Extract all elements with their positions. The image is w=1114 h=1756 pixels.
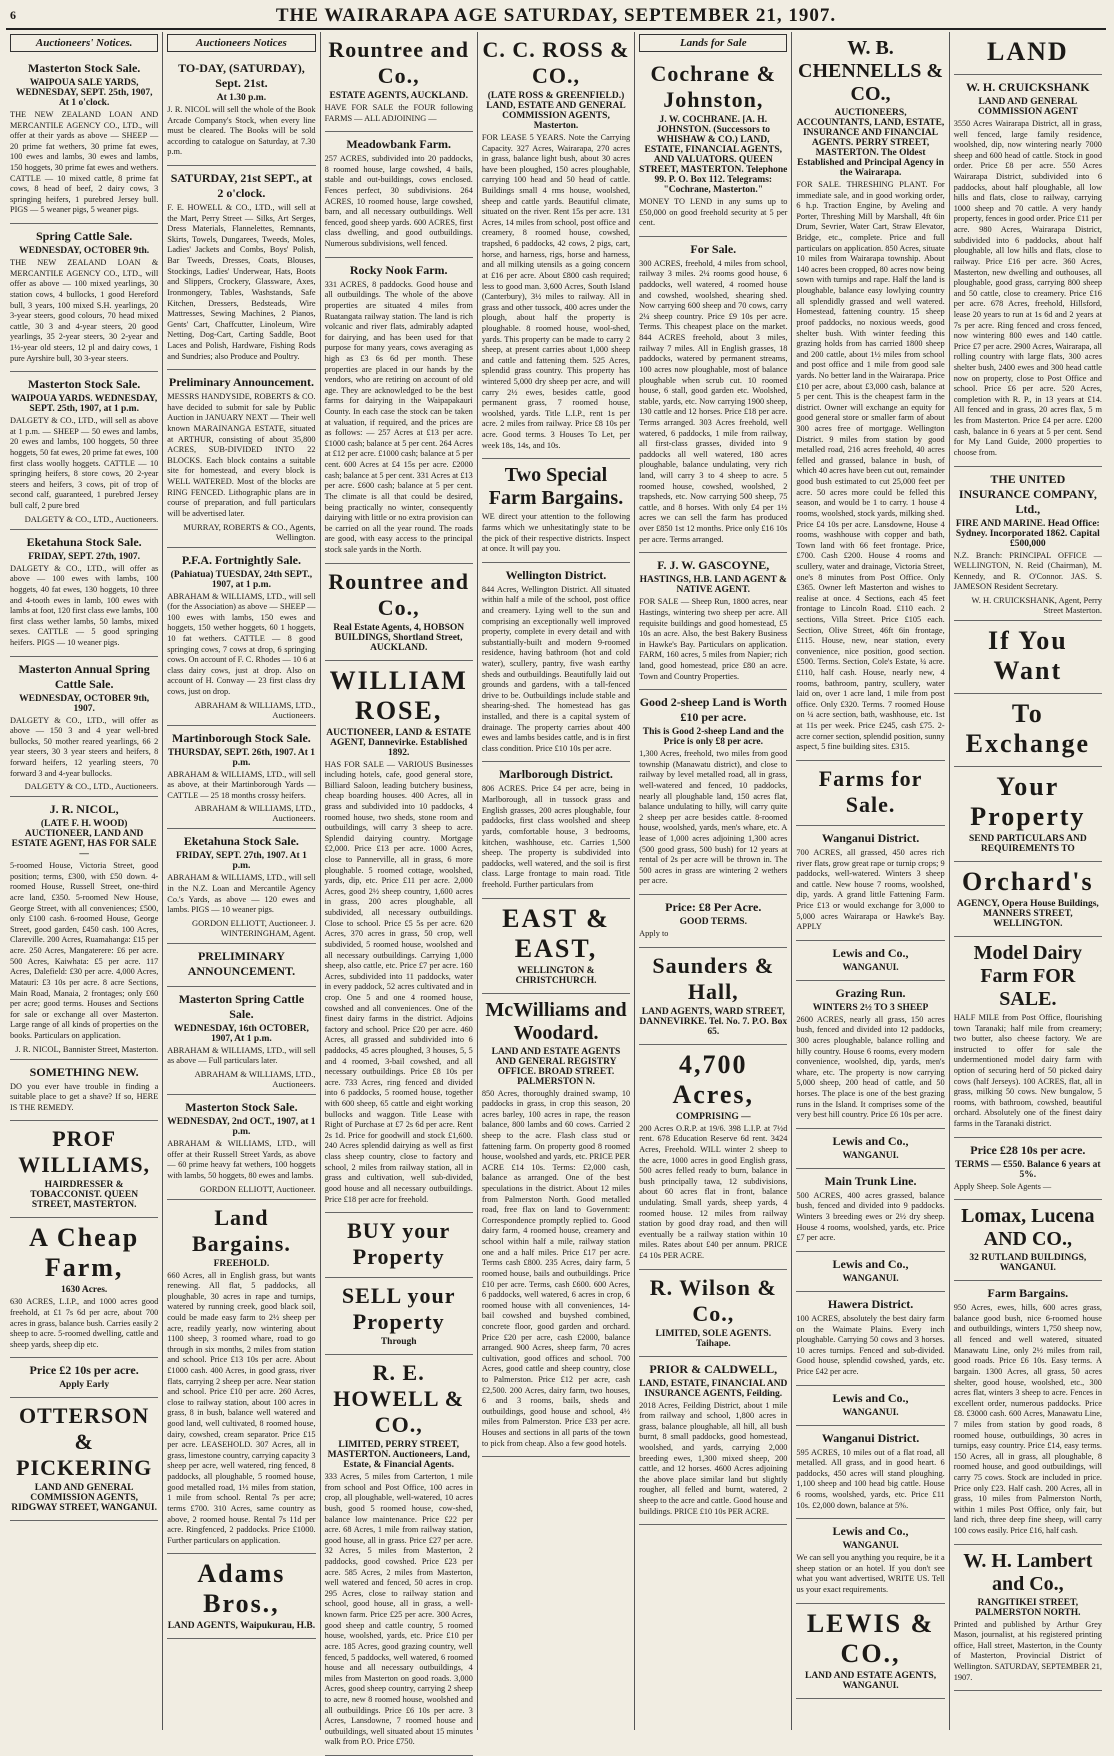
ad-title: Grazing Run. [835, 985, 906, 1000]
ad-body: 950 Acres, ewes, hills, 600 acres grass, balance good bush, nice 6-roomed house and outbuildings, winters 1,750 sheep now, all fenced and well watered, situated Manawatu Line, only 2½ miles from rail, good roads. Price £6 10s. Easy terms. A bargain. 1300 Acres, all grass, 50 acres shelter, good house, woolshed, etc., 300 acres flat, winters 3 sheep to acre. Fences in excellent order, numerous paddocks. Price £8. £3000 cash. 600 Acres, Manawatu Line, 7 miles from station by good roads, 8 roomed house, outbuildings, 30 acres in turnips, easy country. Price £14, easy terms. 150 Acres, all in grass, all ploughable, 8 roomed house, and good outbuildings, will carry 75 cows. Stock are included in price. Price only £23. Half cash. 200 Acres, all in grass, 10 miles from Palmerston North, within 1 miles Post Office, only fair, but land rich, three deep fine sheep, will carry 100 cows easily. Price £16, half cash. [953, 1303, 1102, 1536]
ad-body: HAVE FOR SALE the FOUR following FARMS — ALL ADJOINING — [324, 103, 473, 123]
ad-title: Price £2 10s per acre. [29, 1363, 139, 1378]
ad-body: 2600 ACRES, nearly all grass, 150 acres bush, fenced and divided into 12 paddocks, 300 acres ploughable, balance rolling and hilly country. House 6 rooms, every modern convenience, woolshed, dip, yards, men's whare, etc. The property is now carrying 5,000 sheep, 200 head of cattle, and 50 horses. The place is one of the best grazing runs in the Island. It comprises some of the very best hill country. Price £6 10s per acre. [796, 1014, 945, 1120]
advertisement-model-dairy-farm-for-sale [954, 937, 1102, 1138]
advertisement-r-e-howell-co [325, 1355, 473, 1756]
column-6 [792, 32, 949, 1730]
ad-title: McWilliams and Woodard. [485, 998, 627, 1044]
advertisement-eketahuna-stock-sale [167, 829, 315, 943]
page-number: 6 [10, 8, 16, 22]
ad-title: WILLIAM ROSE, [329, 665, 468, 725]
ad-title: P.F.A. Fortnightly Sale. [181, 552, 301, 567]
ad-title: Land Bargains. [191, 1204, 291, 1256]
advertisement-main-trunk-line [796, 1169, 944, 1252]
ad-subtitle: WINTERS 2½ TO 3 SHEEP [812, 1002, 929, 1013]
ad-subtitle: LIMITED, SOLE AGENTS. Taihape. [655, 1328, 772, 1349]
advertisement-land [954, 32, 1102, 75]
advertisement-to-day-saturday-sept-21st [167, 56, 315, 166]
ad-title: Masterton Stock Sale. [185, 1100, 298, 1115]
ad-title: Meadowbank Farm. [346, 137, 452, 152]
ad-subtitle: RANGITIKEI STREET, PALMERSTON NORTH. [975, 1597, 1081, 1618]
ad-body: THE NEW ZEALAND LOAN AND MERCANTILE AGENCY CO., LTD., will offer at their yards as above — SHEEP — 20 prime fat wethers, 30 prime fat ewes, 100 ewes and lambs, 30 ewes and lambs, 150 hoggets, 30 prime fat ewes and wethers. CATTLE — 10 mixed cattle, 8 prime fat cows, 8 head of beef, 2 dairy cows, 3 springing heifers, 1 purebred Jersey bull. PIGS — 5 weaner pigs, 5 weaner pigs. [10, 110, 159, 215]
advertisement-w-h-lambert-and-co [954, 1545, 1102, 1692]
column-5 [635, 32, 792, 1730]
ad-title: Price £28 10s per acre. [970, 1142, 1086, 1157]
ad-subtitle: AUCTIONEERS, ACCOUNTANTS, LAND, ESTATE, INSURANCE AND FINANCIAL AGENTS. PERRY STREET, MASTERTON. The Oldest Established and Principal Agency in the Wairarapa. [796, 108, 945, 178]
ad-title: C. C. ROSS & CO., [482, 37, 630, 88]
ad-body: F. E. HOWELL & CO., LTD., will sell at the Mart, Perry Street — Silks, Art Serges, Dress Materials, Flannelettes, Remnants, Skirts, Towels, Dungarees, Tweeds, Moles, Ladies' Jackets and Combs, Boys' Polish, Bar Tweeds, Dresses, Coats, Blouses, Stockings, Ladies' Underwear, Hats, Boots and Slippers, Crockery, Glassware, Axes, Ironmongery, Tables, Washstands, Safe Kitchen, Dressers, Bedsteads, Wire Mattresses, Sewing Machines, 2 Pianos, Gents' Cart, Chaffcutter, Linoleum, Wire Netting, Dog-Cart, Carting Saddle, Boot Laces and Polish, Hardware, Fishing Rods and Sundries; also Produce and Poultry. [167, 203, 316, 361]
ad-body: J. R. NICOL will sell the whole of the Book Arcade Company's Stock, when every line must be cleared. The Books will be sold according to catalogue on Saturday, at 7.30 p.m. [167, 105, 316, 157]
ad-body: FOR LEASE 5 YEARS. Note the Carrying Capacity. 327 Acres, Wairarapa, 270 acres in grass, balance light bush, about 30 acres have been ploughed, 150 acres ploughable, carrying 100 head and 50 head of cattle. Buildings small 4 rms house, woolshed, sheep and cattle yards. Beautiful climate, situated on the river. Rent 15s per acre. 131 Acres, 14 miles from school, post office and creamery, 8 roomed house, cowshed, trapshed, 6 paddocks, 42 cows, 2 pigs, cart, horse, and harness, rigs, horse and harness, and all milking utensils as a going concern at £16 per acre. About £800 cash required; less to good man. 3,600 Acres, South Island (Canterbury), 3½ miles to railway. All in grass and other tussock, 400 acres under the plough, about half the property is ploughable. 8 roomed house, wool-shed, yards. This property can be made to carry 2 sheep, at present carries about 1,000 sheep and cattle and fattening them. 525 Acres, splendid grass country. This property has wintered 5,000 dry sheep per acre, and will carry 2½ ewes, besides cattle, good permanent grass, 7 roomed house, woolshed, yards. Title L.I.P., rent 1s per acre. 2 miles from railway. Price £8 10s per acre. Good terms. 3 Houses To Let, per week 18s, 14s, and 10s. [481, 133, 631, 450]
advertisement-saturday-21st-sept-at-2-o-clock [167, 166, 315, 370]
advertisement-orchard-s [954, 862, 1102, 937]
advertisement-prof-williams [10, 1121, 158, 1218]
ad-signature: DALGETY & CO., LTD., Auctioneers. [24, 781, 159, 792]
ad-title: If You Want [987, 625, 1068, 685]
ad-title: Saunders & Hall, [652, 952, 775, 1004]
ad-subtitle: LAND AGENTS, WARD STREET, DANNEVIRKE. Tel. No. 7. P.O. Box 65. [639, 1006, 788, 1037]
ad-title: Orchard's [962, 866, 1094, 896]
advertisement-lomax-lucena-and-co [954, 1200, 1102, 1281]
ad-body: DO you ever have trouble in finding a suitable place to get a shave? If so, HERE IS THE REMEDY. [10, 1081, 159, 1112]
advertisement-something-new [10, 1060, 158, 1122]
ad-subtitle: ESTATE AGENTS, AUCKLAND. [329, 91, 468, 101]
ad-title: Wanganui District. [821, 830, 920, 845]
ad-body: 3550 Acres Wairarapa District, all in grass, well fenced, large family residence, woolshed, dip, now wintering nearly 7000 sheep and 600 head of cattle. Stock in good order. Price £8 per acre. 550 Acres Wairarapa District, subdivided into 6 paddocks, about half ploughable, all low hills and flats, close to railway, carrying 1000 sheep and 70 cattle. A very handy property, fences in good order. Price £11 per acre. 980 Acres, Wairarapa District, subdivided into 6 paddocks, about half ploughable, all low hills and flats, close to railway. Price £16 per acre. 360 Acres, Masterton, new dwelling and outhouses, all ploughable, good grass, carrying 800 sheep and 50 cattle, close to creamery. Price £16 per acre. 678 Acres, freehold, Hillsford, lease 20 years to run at 1s 6d and 2 years at 7s per acre. Ring fenced and cross fenced, now wintering 800 ewes and 140 cattle. Price £7 per acre. 2900 Acres, Wairarapa, all rolling country with large flats, 300 acres shelter bush, 2400 ewes and 300 head cattle now on property, close to Post Office and school. Price £6 per acre. 520 Acres, completion with R. P., in 13 years at £14. All fenced and in grass, 20 acres flax, 5 m les from Masterton. Price £4 per acre. £200 cash, balance in 6 years at 5 per cent. Send for My Land Guide, 2000 properties to choose from. [953, 119, 1102, 457]
ad-body: 850 Acres, thoroughly drained swamp, 10 paddocks in grass, in crop this season, 20 acres barley, 100 acres in rape, the reason balance, 800 lambs and 60 cows. Carried 2 sheep to the acre. Flash class stud or fattening farm. On property good 8 roomed house, woolshed and yards, etc. PRICE PER ACRE £14 10s. Terms: £2,000 cash, balance as arranged. One of the best speculations in the district. About 12 miles from Palmerston North. Good metalled road, free flax on land to Government: Correspondence promptly replied to. Good dairy farm, 4 roomed house, creamery and school within half a mile, railway station one and a half miles. Price £17 per acre. Terms cash £800. 235 Acres, dairy farm, 5 roomed house, bails and outbuildings. Price £10 per acre. Terms, cash £600. 600 Acres, 6 paddocks, well watered, 6 acres in crop, 6 roomed house with all conveniences, 14-bail cowshed and buyshed combined, concrete floor, good garden and orchard. Price £20 per acre, cash £2000, balance arranged. 900 Acres, sheep farm, 70 acres cultivation, good offices and school. 700 Acres, good cattle and sheep country, close to Palmerston. Price £12 per acre, cash £2,500. 200 Acres, dairy farm, two houses, 6 and 3 rooms, bails, sheds and outbuildings, good house and school, 4½ miles from Palmerston. Price £33 per acre. Houses and sections in all parts of the town to pick from cheap. Also a few good hotels. [481, 1088, 631, 1448]
ad-subtitle: AGENCY, Opera House Buildings, MANNERS STREET, WELLINGTON. [956, 898, 1099, 929]
ad-title: Two Special Farm Bargains. [488, 464, 624, 510]
advertisement-spring-cattle-sale [10, 224, 158, 372]
ad-body: THE NEW ZEALAND LOAN & MERCANTILE AGENCY CO., LTD., will offer as above — 100 mixed yearlings, 30 station cows, 4 bullocks, 1 good Hereford bull, 3 years, 100 mixed S.H. yearlings, 20 3-year steers, good colours, 70 head mixed cattle, 30 3 and 4-year steers, 20 good yearlings, 35 2-year steers, 30 2-year and 1½-year old steers, 12 pl and dairy cows, 1 pure Ayrshire bull, 30 3-year steers. [10, 258, 159, 363]
ad-title: Marlborough District. [499, 767, 613, 782]
ad-body: HALF MILE from Post Office, flourishing town Taranaki; half mile from creamery; two butter, also cheese factory. We are instructed to offer for sale the undermentioned model dairy farm with option of securing herd of 50 picked dairy cows (half Jerseys). 100 ACRES, flat, all in grass, milking 50 cows. New bungalow, 5 rooms, with bathroom, cowshed, beautiful orchard. Absolutely one of the finest dairy farms in the Taranaki district. [953, 1012, 1102, 1129]
ad-subtitle: WEDNESDAY, OCTOBER 9th. [19, 246, 150, 257]
advertisement-farm-bargains [954, 1281, 1102, 1544]
ad-title: R. Wilson & Co., [649, 1274, 777, 1326]
advertisement-east-east [482, 899, 630, 994]
ad-subtitle: GOOD TERMS. [679, 917, 747, 928]
ad-subtitle: COMPRISING — [675, 1111, 751, 1122]
column-2 [163, 32, 320, 1730]
advertisement-preliminary-announcement [167, 944, 315, 987]
ad-subtitle: (LATE F. H. WOOD) AUCTIONEER, LAND AND ESTATE AGENT, HAS FOR SALE — [11, 819, 157, 860]
ad-body: 331 ACRES, 8 paddocks. Good house and all outbuildings. The whole of the above properties are situated 4 miles from Ruatangata railway station. The land is rich volcanic and river flats, admirably adapted for dairying, and has been used for that purpose for many years, cows averaging as high as £3 6s 6d per month. These properties are placed in our hands by the vendors, who are retiring on account of old age. They are acknowledged to be the best farms for dairying in the Waipapakauri County. In each case the stock can be taken at valuation, if required, and the prices are as follows: — 257 Acres at £13 per acre. £1000 cash; balance at 5 per cent. 264 Acres at £12 per acre. £1000 cash; balance at 5 per cent. 600 Acres at £4 15s per acre. £2000 cash; balance at 5 per cent. 331 Acres at £13 per acre. £600 cash; balance at 5 per cent. The climate is all that could be desired, being practically no winter, consequently dairying with little or no extra provision can be carried on all the year round. The roads are good, with easy access to the principal stock sale yards in the North. [324, 279, 473, 554]
advertisement-wanganui-district [796, 826, 944, 941]
ad-subtitle: LAND AND GENERAL COMMISSION AGENT [977, 97, 1078, 117]
ad-title: Preliminary Announcement. [168, 375, 314, 390]
ad-signature: ABRAHAM & WILLIAMS, LTD., Auctioneers. [194, 803, 316, 824]
ad-subtitle: Through [380, 1337, 417, 1348]
ad-subtitle: (LATE ROSS & GREENFIELD.) LAND, ESTATE AND GENERAL COMMISSION AGENTS, Masterton. [486, 91, 626, 131]
ad-title: Masterton Spring Cattle Sale. [178, 991, 305, 1021]
advertisement-eketahuna-stock-sale [10, 530, 158, 657]
ad-title: Wellington District. [505, 567, 607, 582]
ad-title: Your Property [970, 771, 1086, 831]
ad-title: J. R. NICOL, [49, 802, 119, 817]
ad-subtitle: WEDNESDAY, 2nd OCT., 1907, at 1 p.m. [167, 1117, 316, 1138]
advertisement-w-h-cruickshank [954, 75, 1102, 467]
ad-title: Martinborough Stock Sale. [172, 730, 311, 745]
ad-body: Apply Sheep. Sole Agents — [953, 1181, 1052, 1191]
ad-body: 1,300 Acres, freehold, two miles from good township (Manawatu district), and close to railway by level metalled road, all in grass, well-watered and fenced, 10 paddocks, nearly all ploughable land, 150 acres flat, balance undulating to hilly, will carry quite 2 sheep per acre besides cattle. 8-roomed house, woolshed, yards, men's whare, etc. A lease of 1,000 acres adjoining 1,300 acres (500 good grass, 500 bush) for 12 years at rental of 2s per acre will be thrown in. The 500 acres in grass are wintering 2 wethers per acre. [639, 749, 788, 886]
advertisement-p-f-a-fortnightly-sale [167, 548, 315, 726]
advertisement-if-you-want [954, 621, 1102, 694]
advertisement-buy-your-property [325, 1213, 473, 1278]
ad-subtitle: At 1.30 p.m. [216, 93, 267, 103]
advertisement-lewis-and-co [796, 1386, 944, 1426]
advertisement-marlborough-district [482, 762, 630, 898]
ad-subtitle: 32 RUTLAND BUILDINGS, WANGANUI. [969, 1253, 1087, 1274]
ad-subtitle: WANGANUI. [842, 1541, 899, 1552]
column-1 [6, 32, 163, 1730]
ad-subtitle: WANGANUI. [842, 1273, 899, 1284]
ad-subtitle: FIRE AND MARINE. Head Office: Sydney. Incorporated 1862. Capital £500,000 [955, 518, 1100, 549]
ad-signature: GORDON ELLIOTT, Auctioneer. J. WINTERINGHAM, Agent. [192, 917, 316, 938]
advertisement-for-sale [639, 237, 787, 553]
column-7 [950, 32, 1106, 1730]
ad-body: DALGETY & CO., LTD., will sell as above at 1 p.m. — SHEEP — 50 ewes and lambs, 20 ewes and lambs, 100 hoggets, 50 three hoggets, 50 fat ewes, 20 prime fat ewes, 100 first class woolly hoggets. CATTLE — 10 springing heifers, 8 store cows, 20 2-year steers and heifers, 3 cows, pit of trop of second calf, guaranteed, 1 purebred Jersey bull calf, 2 pure bred [10, 416, 159, 511]
ad-signature: J. R. NICOL, Bannister Street, Masterton. [15, 1043, 159, 1054]
ad-title: Masterton Stock Sale. [27, 377, 141, 392]
ad-subtitle: (Pahiatua) TUESDAY, 24th SEPT., 1907, at 1 p.m. [170, 569, 313, 590]
ad-title: Main Trunk Line. [824, 1173, 917, 1188]
advertisement-masterton-stock-sale [167, 1095, 315, 1199]
ad-subtitle: 1630 Acres. [61, 1285, 108, 1296]
column-3 [321, 32, 478, 1747]
advertisement-land-bargains [167, 1200, 315, 1555]
columns [6, 32, 1106, 1747]
advertisement-mcwilliams-and-woodard [482, 994, 630, 1458]
ad-subtitle: J. W. COCHRANE. [A. H. JOHNSTON. (Successors to WHISHAW & CO.) LAND, ESTATE, FINANCIAL AGENTS, AND VALUATORS. QUEEN STREET, MASTERTON. Telephone 99. P. O. Box 112. Telegrams: "Cochrane, Masterton." [639, 115, 788, 195]
column-header: Auctioneers' Notices. [10, 34, 158, 52]
ad-title: For Sale. [690, 241, 737, 256]
ad-signature: GORDON ELLIOTT, Auctioneer. [199, 1183, 316, 1194]
ad-subtitle: WEDNESDAY, 16th OCTOBER, 1907, At 1 p.m. [174, 1023, 309, 1044]
advertisement-masterton-spring-cattle-sale [167, 987, 315, 1095]
ad-signature: MURRAY, ROBERTS & CO., Agents, Wellington. [183, 521, 316, 542]
ad-body: 700 ACRES, all grassed, 450 acres rich river flats, grow great rape or turnip crops; 9 paddocks, well-watered. Winters 3 sheep and cattle. New house 7 rooms, woolshed, dip, yards. A grand little Fattening Farm. Price £13 or would exchange for 3,000 to 5,000 acres Wairarapa or Hawke's Bay. APPLY [796, 847, 945, 932]
ad-subtitle: FREEHOLD. [213, 1258, 270, 1269]
ad-subtitle: LAND AND ESTATE AGENTS AND GENERAL REGISTRY OFFICE. BROAD STREET. PALMERSTON N. [491, 1046, 621, 1087]
advertisement-masterton-annual-spring-cattle-sale [10, 657, 158, 798]
ad-body: HAS FOR SALE — VARIOUS Businesses including hotels, cafe, good general store, Billiard Saloon, leading butchery business, cheap boarding houses. 400 Acres, all in grass and subdivided into 10 paddocks, 4 roomed house, two sheds, stone room and outbuildings, will carry 3 sheep to acre. Splendid dairying country. Mortgage £2,000. Price £13 per acre. 1000 Acres, close to Pannerville, all in grass, 6 more ploughable. 5 roomed cottage, woolshed, yards, dip, etc. Price £11 per acre. 2,000 Acres, good 2½ sheep country, 1,600 acres in grass, 200 acres ploughable, all subdivided, all necessary outbuildings. Close to school. Price £5 5s per acre. 620 Acres, 370 acres in grass, 50 crop, well subdivided, 5 roomed house, woolshed and all necessary outbuildings. Carrying 1,000 sheep, also cattle, etc. Price £7 per acre. 160 Acres, subdivided into 11 paddocks, water in every paddock, 52 acres cultivated and in crop. One 5 and one 4 roomed house, cowshed and all conveniences. One of the finest dairy farms in the district. Adjoins factory and school. Price £20 per acre. 460 Acres, all grassed and subdivided into 6 paddocks, 45 acres ploughed, 3 houses, 5, 5 and 4 roomed, 3-bail cowshed, and all necessary outbuildings. Price £8 10s per acre. 733 Acres, ring fenced and divided into 6 paddocks, 5 roomed house, together with 600 sheep, 65 cattle and eight working bullocks and waggon. Title Lease with Right of Purchase at £7 2s 6d per acre. Rent 2s 1d. Price for goodwill and stock £1,600. 240 Acres splendid dairying as well as first class sheep country, close to factory and school, 2 miles from railway station, all in grass and cultivation, well sub-divided, good house and all necessary outbuildings. Price £18 per acre for freehold. [324, 759, 473, 1204]
ad-title: Eketahuna Stock Sale. [183, 834, 299, 849]
ad-subtitle: WANGANUI. [842, 1407, 899, 1418]
page-title: THE WAIRARAPA AGE SATURDAY, SEPTEMBER 21, 1907. [275, 5, 837, 26]
ad-title: To Exchange [965, 698, 1090, 758]
ad-title: Lomax, Lucena AND CO., [961, 1205, 1095, 1251]
advertisement-price-8-per-acre [639, 895, 787, 948]
advertisement-wellington-district [482, 563, 630, 763]
ad-subtitle: LAND AND GENERAL COMMISSION AGENTS, RIDGWAY STREET, WANGANUI. [11, 1483, 157, 1514]
ad-subtitle: This is Good 2-sheep Land and the Price is only £8 per acre. [642, 727, 784, 748]
ad-title: SATURDAY, 21st SEPT., at 2 o'clock. [170, 171, 313, 201]
advertisement-cochrane-johnston [639, 56, 787, 237]
ad-title: Farms for Sale. [818, 765, 923, 817]
ad-body: 500 ACRES, 400 acres grassed, balance bush, fenced and divided into 9 paddocks. Winters 3 breeding ewes or 2½ dry sheep. House 4 rooms, woolshed, yards, etc. Price £7 per acre. [796, 1190, 945, 1243]
ad-title: Wanganui District. [821, 1430, 920, 1445]
ad-title: Model Dairy Farm FOR SALE. [973, 941, 1082, 1010]
ad-title: Rountree and Co., [328, 568, 469, 620]
ad-title: Hawera District. [827, 1296, 914, 1311]
ad-body: Printed and published by Arthur Grey Mason, journalist, at his registered printing office, Hall street, Masterton, in the County of Masterton, Provincial District of Wellington. SATURDAY, SEPTEMBER 21, 1907. [953, 1619, 1102, 1682]
ad-body: 630 ACRES, L.I.P., and 1000 acres good freehold, at £1 7s 6d per acre, about 700 acres in grass, balance bush. Carries easily 2 sheep to acre. 5-roomed dwelling, cattle and sheep yards, sheep dip etc. [10, 1297, 159, 1349]
ad-body: 806 ACRES. Price £4 per acre, being in Marlborough, all in tussock grass and English grasses, 200 acres ploughable, four paddocks, first class woolshed and sheep yards, comfortable house, 3 bedrooms, kitchen, washhouse, etc. Carries 1,500 sheep. The property is subdivided into paddocks, well watered, and the soil is first class. Large frontage to main road. Title freehold. Further particulars from [481, 784, 631, 889]
ad-title: F. J. W. GASCOYNE, [657, 558, 770, 573]
advertisement-price-2-10s-per-acre [10, 1358, 158, 1398]
ad-subtitle: HASTINGS, H.B. LAND AGENT & NATIVE AGENT. [639, 575, 787, 596]
advertisement-meadowbank-farm [325, 132, 473, 257]
ad-body: ABRAHAM & WILLIAMS, LTD., will sell as above, at their Martinborough Yards — CATTLE — 25 18 months crossy heifers. [167, 769, 316, 800]
advertisement-rountree-and-co [325, 32, 473, 132]
advertisement-martinborough-stock-sale [167, 726, 315, 830]
ad-title: PRELIMINARY ANNOUNCEMENT. [187, 948, 296, 978]
ad-title: LEWIS & CO., [806, 1608, 935, 1668]
ad-body: ABRAHAM & WILLIAMS, LTD., will offer at their Russell Street Yards, as above — 60 prime heavy fat wethers, 100 hoggets with lambs, 50 hoggets, 80 ewes and lambs. [167, 1139, 316, 1180]
ad-body: MONEY TO LEND in any sums up to £50,000 on good freehold security at 5 per cent. [639, 197, 788, 228]
ad-subtitle: SEND PARTICULARS AND REQUIREMENTS TO [968, 833, 1087, 854]
ad-signature: ABRAHAM & WILLIAMS, LTD., Auctioneers. [194, 1069, 316, 1090]
newspaper-page [6, 4, 1106, 1747]
ad-title: THE UNITED INSURANCE COMPANY, Ltd., [958, 471, 1097, 516]
ad-title: Price: £8 Per Acre. [665, 900, 762, 915]
ad-subtitle: WAIPOUA SALE YARDS, WEDNESDAY, SEPT. 25th, 1907, At 1 o'clock. [15, 78, 153, 108]
advertisement-masterton-stock-sale [10, 372, 158, 529]
ad-subtitle: LIMITED, PERRY STREET, MASTERTON. Auctioneers, Land, Estate, & Financial Agents. [327, 1440, 470, 1471]
ad-title: SELL your Property [341, 1283, 456, 1335]
ad-title: TO-DAY, (SATURDAY), Sept. 21st. [178, 61, 305, 90]
ad-title: Lewis and Co., [832, 1390, 909, 1405]
advertisement-adams-bros [167, 1554, 315, 1639]
advertisement-masterton-stock-sale [10, 56, 158, 224]
ad-title: OTTERSON & PICKERING [16, 1403, 153, 1481]
column-header: Lands for Sale [639, 34, 787, 52]
ad-title: Adams Bros., [197, 1559, 286, 1619]
ad-title: Lewis and Co., [832, 1133, 909, 1148]
ad-body: 257 ACRES, subdivided into 20 paddocks, 8 roomed house, large cowshed, 4 bails, stable and out-buildings, cows enclosed. Fences perfect, 30 subdivisions. 264 ACRES, 10 roomed house, large cowshed, barn, and all necessary outbuildings. Well fenced, good sheep yards. 600 ACRES, first class dwelling, and good outbuildings. Numerous subdivisions, well fenced. [324, 154, 473, 249]
ad-signature: ABRAHAM & WILLIAMS, LTD., Auctioneers. [194, 699, 316, 720]
ad-title: 4,700 Acres, [672, 1049, 755, 1109]
ad-body: ABRAHAM & WILLIAMS, LTD., will sell in the N.Z. Loan and Mercantile Agency Co.'s Yards, as above — 120 ewes and lambs. PIGS — 10 weaner pigs. [167, 873, 316, 915]
advertisement-lewis-and-co [796, 941, 944, 981]
advertisement-f-j-w-gascoyne [639, 553, 787, 690]
ad-body: DALGETY & CO., LTD., will offer as above — 100 ewes with lambs, 100 hoggets, 40 fat ewes, 130 hoggets, 10 three and 4-tooth ewes in lamb, 100 ewes with lambs at foot, 120 first class ewe lambs, 100 first class wether lambs, 50 lambs, mixed sexes. CATTLE — 5 good springing heifers. PIGS — 10 weaner pigs. [10, 563, 159, 647]
ad-body: 5-roomed House, Victoria Street, good position; terms, £300, with £50 down. 4-roomed House, Russell Street, one-third acre land, £350. 5-roomed New House, George Street, with all conveniences; £500, only £100 cash. 6-roomed House, George Street, good garden, £450 cash. 100 Acres, Clareville. 200 Acres, Ruamahanga: £15 per acre. 250 Acres, Mangaterere: £6 per acre. 500 Acres, Kaiwhata: £5 per acre. 117 Acres, Dalefield: £30 per acre. 4,000 Acres, Matauri: £3 10s per acre. 8 acre Sections, Main Road, Manaia, 2 frontages; only £60 per acre; good terms. Houses and Sections for sale or exchange all over Masterton. Large range of all kinds of properties on the books. Particulars on application. [10, 861, 159, 1040]
ad-body: 2018 Acres, Feilding District, about 1 mile from railway and school, 1,800 acres in grass, balance ploughable, all hill, all bush burnt, 8 small paddocks, good homestead, woolshed, and yards, carrying 2,000 breeding ewes, 1,300 mixed sheep, 200 cattle, and 12 horses. 4600 Acres adjoining the above place similar land but slightly rougher, all felled and burnt, watered, 2 sheep to the acre and cattle. Good house and buildings. PRICE £10 10s PER ACRE. [639, 1400, 788, 1516]
advertisement-rocky-nook-farm [325, 258, 473, 564]
ad-subtitle: WANGANUI. [842, 1150, 899, 1161]
ad-body: ABRAHAM & WILLIAMS, LTD., will sell (for the Association) as above — SHEEP — 100 ewes with lambs, 150 ewes and hoggets, 150 wether hoggets, 60 1 hoggets, 10 fat wethers. CATTLE — 8 good springing cows, 7 cows at drop, 6 springing cows. On account of F. C. Rhodes — 10 6 at class dairy cows, just at drop. Also on account of H. Conway — 23 first class dry cows, just on drop. [167, 591, 316, 696]
ad-subtitle: Real Estate Agents, 4, HOBSON BUILDINGS, Shortland Street, AUCKLAND. [333, 622, 465, 653]
ad-title: W. B. CHENNELLS & CO., [798, 37, 944, 105]
ad-body: 660 Acres, all in English grass, but wants renewing. All flat, 5 paddocks, all ploughable, 30 acres in rape and turnips, watered by running creek, good black soil, could be made easy farm to 2½ sheep per acre, readily yearly, now wintering about 1100 sheep, 3 roomed whare, road to go through in six months, 2 miles from station and school. Price £13 10s per acre. About £1000 cash. 400 Acres, in good grass, river flats, carrying 2 sheep per acre. Near station and school. Price £10 per acre. 260 Acres, close to railway station, about 100 acres in grass, 8 in bush, balance well watered and good land, well cultivated, 8 roomed house, dairy, cowshed, cream separator. Price £15 per acre. LEASEHOLD. 307 Acres, all in grass, limestone country, carrying capacity 3 sheep per acre, well watered, ring fenced, 8 paddocks, all ploughable, 5 roomed house, good metalled road, 1½ miles from station, 1 mile from school. Rental 7s per acre; terms £700. 310 Acres, same country as above, 2 roomed house. Rental 7s 11d per acre. Ringfenced, 2 paddocks. Price £1000. Further particulars on application. [167, 1270, 316, 1545]
advertisement-rountree-and-co [325, 564, 473, 661]
ad-signature: DALGETY & CO., LTD., Auctioneers. [24, 513, 159, 524]
advertisement-farms-for-sale [796, 761, 944, 826]
ad-body: 595 ACRES, 10 miles out of a flat road, all metalled. All grass, and in good heart. 6 paddocks, 450 acres will stand ploughing. 1,100 sheep and 100 head big cattle. House 6 rooms, woolshed, yards, etc. Price £11 10s. £2,000 down, balance at 5%. [796, 1447, 945, 1510]
ad-body: We can sell you anything you require, be it a sheep station or an hotel. If you don't see what you want advertised, WRITE US. Tell us your exact requirements. [796, 1553, 945, 1595]
advertisement-price-28-10s-per-acre [954, 1138, 1102, 1201]
advertisement-the-united-insurance-company-ltd [954, 467, 1102, 621]
ad-title: Good 2-sheep Land is Worth £10 per acre. [639, 695, 787, 725]
ad-body: 844 Acres, Wellington District. All situated within half a mile of the school, post office and creamery. Lying well to the sun and comprising an exceptionally well improved property, complete in every detail and with substantially-built and modern 9-roomed residence, having bathroom (hot and cold water), scullery, pantry, five wash earthy sheds and outbuildings. Beautifully laid out grounds and gardens, with a tall-fenced drive to be. Outbuildings include stable and shearing-shed. The homestead has gas installed, and there is a capital system of drainage. The property carries about 400 ewes and lambs besides cattle, and is in first class condition. Price £10 10s per acre. [481, 584, 631, 753]
advertisement-wanganui-district [796, 1426, 944, 1520]
advertisement-your-property [954, 767, 1102, 862]
ad-subtitle: WEDNESDAY, OCTOBER 9th, 1907. [19, 693, 150, 714]
advertisement-c-c-ross-co [482, 32, 630, 459]
ad-body: Apply to [639, 929, 669, 939]
ad-title: Rocky Nook Farm. [349, 262, 448, 277]
ad-subtitle: AUCTIONEER, LAND & ESTATE AGENT, Dannevirke. Established 1892. [326, 727, 472, 758]
ad-title: PROF WILLIAMS, [18, 1126, 151, 1178]
ad-body: MESSRS HANDYSIDE, ROBERTS & CO. have decided to submit for sale by Public Auction in JANUARY NEXT — Their well known MARAINANGA ESTATE, situated at ARTHUR, consisting of about 35,800 ACRES, SUB-DIVIDED INTO 22 BLOCKS. Each block contains a suitable site for homestead, and every block is WELL WATERED. Most of the blocks are RING FENCED. Lithographic plans are in course of preparation, and full particulars will be advertised later. [167, 392, 316, 518]
ad-body: DALGETY & CO., LTD., will offer as above — 150 3 and 4 year well-bred bullocks, 50 mother reared yearlings, 66 2 year steers, 30 3 year steers and heifers, 8 forward heifers, 12 yearling steers, 70 forward 3 and 4-year bullocks. [10, 715, 159, 778]
ad-body: 100 ACRES, absolutely the best dairy farm on the Waimate Plains. Every inch ploughable. Carrying 50 cows and 3 horses. 10 acres turnips. Fenced and sub-divided. Good house, splendid cowshed, yards, etc. Price £42 per acre. [796, 1313, 945, 1376]
advertisement-lewis-and-co [796, 1129, 944, 1169]
ad-title: R. E. HOWELL & CO., [333, 1360, 465, 1438]
ad-title: EAST & EAST, [502, 903, 610, 963]
ad-body: 200 Acres O.R.P. at 19/6. 398 L.I.P. at 7½d rent. 678 Education Reserve 6d rent. 3424 Acres, Freehold. WILL winter 2 sheep to the acre, 1000 acres in good English grass, 500 acres felled ready to burn, balance in bush principally tawa, 12 subdivisions, about 60 acres flat in front, balance undulating. Small yards, sheep yards, 4 roomed house. 12 miles from railway station by good dray road, and then will eventually be a railway station within 10 miles. Rates about £40 per annum. PRICE £4 10s PER ACRE. [639, 1123, 788, 1260]
column-header: Auctioneers Notices [167, 34, 315, 52]
ad-subtitle: TERMS — £550. Balance 6 years at 5%. [955, 1159, 1101, 1180]
advertisement-lewis-and-co [796, 1252, 944, 1292]
advertisement-4-700-acres [639, 1045, 787, 1270]
ad-signature: W. H. CRUICKSHANK, Agent, Perry Street Masterton. [971, 594, 1102, 615]
ad-title: W. H. CRUICKSHANK [966, 80, 1090, 94]
ad-body: FOR SALE — Sheep Run, 1800 acres, near Hastings, wintering two sheep per acre. All requisite buildings and good homestead, £5 10s an acre. Also, the best Bakery Business in Hawke's Bay. Particulars on application. FARM, 160 acres, 5 miles from Napier; rich land, good homestead, price £80 an acre. Town and Country Properties. [639, 597, 788, 681]
ad-body: ABRAHAM & WILLIAMS, LTD., will sell as above — Full particulars later. [167, 1045, 316, 1066]
advertisement-lewis-co [796, 1604, 944, 1699]
ad-subtitle: WELLINGTON & CHRISTCHURCH. [515, 965, 597, 986]
ad-title: LAND [986, 37, 1069, 66]
ad-title: Lewis and Co., [832, 945, 909, 960]
ad-title: Lewis and Co., [832, 1256, 909, 1271]
masthead [6, 4, 1106, 30]
advertisement-sell-your-property [325, 1278, 473, 1355]
advertisement-otterson-pickering [10, 1398, 158, 1521]
ad-title: BUY your Property [347, 1218, 451, 1270]
ad-subtitle: WANGANUI. [842, 962, 899, 973]
advertisement-r-wilson-co [639, 1270, 787, 1357]
ad-subtitle: HAIRDRESSER & TOBACCONIST. QUEEN STREET, MASTERTON. [30, 1180, 139, 1211]
ad-title: Masterton Annual Spring Cattle Sale. [18, 661, 150, 691]
ad-title: Spring Cattle Sale. [35, 229, 133, 244]
ad-subtitle: THURSDAY, SEPT. 26th, 1907. At 1 p.m. [167, 747, 316, 768]
advertisement-hawera-district [796, 1292, 944, 1386]
ad-subtitle: LAND AND ESTATE AGENTS, WANGANUI. [804, 1670, 937, 1691]
ad-title: PRIOR & CALDWELL, [649, 1361, 778, 1376]
advertisement-prior-caldwell [639, 1357, 787, 1526]
ad-body: WE direct your attention to the following farms which we unhesitatingly state to be the pick of their respective districts. Inspect at once. It will pay you. [481, 512, 631, 554]
ad-title: Rountree and Co., [328, 37, 469, 88]
ad-body: N.Z. Branch: PRINCIPAL OFFICE — WELLINGTON, N. Reid (Chairman), M. Kennedy, and R. O'Connor. JAS. S. JAMESON Resident Secretary. [953, 550, 1102, 592]
advertisement-grazing-run [796, 981, 944, 1129]
ad-body: 333 Acres, 5 miles from Carterton, 1 mile from school and Post Office, 100 acres in crop, all ploughable, well-watered, 10 acres bush, good 5 roomed house, cow-shed, balance low maintenance. Price £22 per acre. 68 Acres, 1 mile from railway station, good house, all in grass. Price £27 per acre. 32 Acres, 5 miles from Masterton, 2 paddocks, good cowshed. Price £23 per acre. 585 Acres, 2 miles from Masterton, well watered and fenced, 50 acres in crop. 295 Acres, close to railway station and school, good house, all in grass, a well-known farm. Price £25 per acre. 300 Acres, good sheep and cattle country, 5 roomed house, woolshed, yards, etc. Price £10 per acre. 185 Acres, good grazing country, well fenced, 5 paddocks, well watered, 6 roomed house and all necessary outbuildings, 4 miles from Masterton on good roads. 3,000 Acres, good sheep country, carrying 2 sheep to acre, new 8 roomed house, woolshed and all outbuildings. Price £6 10s per acre. 3 Acres, Lansdowne, 7 roomed house and outbuildings, well situated about 15 minutes walk from P.O. Price £750. [324, 1472, 473, 1747]
ad-title: Eketahuna Stock Sale. [26, 534, 142, 549]
ad-title: A Cheap Farm, [29, 1223, 140, 1283]
ad-title: Masterton Stock Sale. [27, 61, 141, 75]
ad-title: Cochrane & Johnston, [650, 61, 776, 112]
ad-body: 300 ACRES, freehold, 4 miles from school, railway 3 miles. 2¼ rooms good house, 6 paddocks, well watered, 4 roomed house and cowshed, woolshed, shearing shed. Now carrying 600 sheep and 70 cows, carry 2¼ sheep country. Price £9 10s per acre. Terms. This cheapest place on the market. 844 ACRES freehold, about 3 miles, railway 7 miles. All in English grasses, 18 paddocks, watered by permanent streams, 100 acres now ploughable, most of balance ploughable when scrub cut. 10 roomed house, 6 stall, good garden etc. Woolshed, stable, yards, etc. Now carrying 1900 sheep, 130 cattle and 12 horses. Price £18 per acre. Terms arranged. 303 Acres freehold, well watered, 6 paddocks, 1 mile from railway, all first-class grasses, divided into 9 paddocks all well watered, 180 acres ploughable, balance undulating, very rich land, will carry 3 to 4 sheep to acre. 5 roomed house, cowshed, woolshed, 2 trapsheds, etc. Now carrying 500 sheep, 75 cattle, and 8 horses. With only £4 per 1½ acres we can sell the farm has produced over £850 1st 12 months. Price only £16 10s per acre. Terms arranged. [639, 258, 788, 544]
ad-title: Lewis and Co., [832, 1524, 909, 1539]
ad-title: W. H. Lambert and Co., [963, 1549, 1093, 1595]
advertisement-preliminary-announcement [167, 370, 315, 547]
advertisement-a-cheap-farm [10, 1218, 158, 1358]
ad-subtitle: Apply Early [59, 1380, 110, 1391]
advertisement-two-special-farm-bargains [482, 459, 630, 562]
ad-subtitle: LAND AGENTS, Waipukurau, H.B. [167, 1621, 316, 1632]
advertisement-j-r-nicol [10, 797, 158, 1059]
ad-subtitle: FRIDAY, SEPT. 27th, 1907. [28, 551, 141, 562]
advertisement-good-2-sheep-land-is-worth-10-per-acre [639, 690, 787, 895]
ad-title: SOMETHING NEW. [29, 1064, 139, 1079]
ad-body: FOR SALE. THRESHING PLANT. For immediate sale, and in good working order, 6 h.p. Traction Engine, by Aveling and Porter, Threshing Mill by Marshall, 4ft 6in Drum, Sevrier, Water Cart, Straw Elevator, Bridge, etc., complete. Price and full particulars on application. 850 Acres, situate 10 miles from Wairarapa township. About 140 acres been cropped, 80 acres now being sown with turnips and rape. Half the land is ploughable, balance easy lowlying country all splendidly grassed and well watered. Homestead, fattening country. 15 sheep proof paddocks, no noxious weeds, good shelter bush. With winter feeding this grazing holds from has carried 1800 sheep and 200 cattle, about 1½ miles from school and post office and 1 mile from good sale yards. No better land in the Wairarapa. Price £10 per acre, about £3,000 cash, balance at 5 per cent. This is the cheapest farm in the district. Owner will exchange an equity for good general store or smaller farm of about 300 acres free of mortgage. Wellington District. 9 miles from station by good metalled road, 216 acres freehold, 40 acres felled and grassed, balance in bush, of which 40 acres have been cut out, remainder good bush estimated to cut 25,000 feet per acre. 50 acres more could be felled this season, and would be 1 to carry. 1 house 4 rooms, woolshed, stock yards, milking shed. Price £4 10s per acre. Lansdowne, House 4 rooms, washhouse with copper and bath, Town land with 66 feet frontage. Price, £700. Cash £200. House 4 rooms and scullery, water and drainage, Victoria Street, one's 8 minutes from Post Office. Only £365. Owner left Masterton and wishes to realise at once. 4 Sections, each 45 feet frontage to Lincoln Road. £110 each. 2 sections, Villa Street. Price £105 each. Section, Olive Street, 46ft 6in frontage, £115. House, new, near station, every convenience, nice position, good section. £500. Terms. Section, Cole's Estate, ¼ acre. £110, half cash. House, nearly new, 4 rooms, bathroom, pantry, scullery, water laid on, over 1 acre land, 1 mile from post office. Only £320. Terms. 7 roomed House on ¼ acre section, bath, washhouse, etc. 1st at 11s per week. Price £245, cash £75. 2-acre corner section, splendid position, sunny aspect, 5 fine building sites. £315. [796, 180, 945, 752]
advertisement-william-rose [325, 661, 473, 1214]
advertisement-to-exchange [954, 694, 1102, 767]
ad-subtitle: LAND, ESTATE, FINANCIAL AND INSURANCE AGENTS, Feilding. [639, 1378, 788, 1399]
advertisement-saunders-hall [639, 948, 787, 1045]
ad-title: Farm Bargains. [987, 1286, 1069, 1301]
column-4 [478, 32, 635, 1730]
advertisement-lewis-and-co [796, 1519, 944, 1603]
ad-subtitle: WAIPOUA YARDS. WEDNESDAY, SEPT. 25th, 1907, at 1 p.m. [11, 394, 158, 415]
ad-subtitle: FRIDAY, SEPT. 27th, 1907. At 1 p.m. [176, 851, 307, 872]
advertisement-w-b-chennells-co [796, 32, 944, 761]
